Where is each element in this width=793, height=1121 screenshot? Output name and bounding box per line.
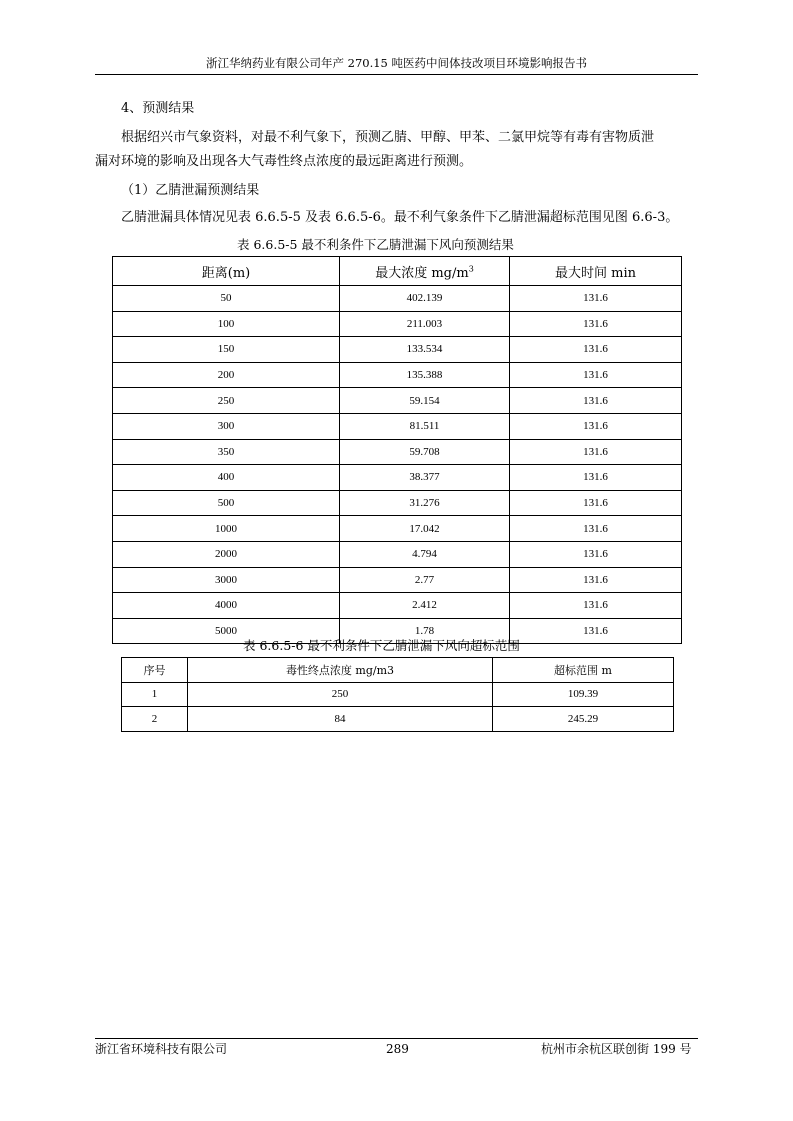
cell-distance: 5000 [113, 618, 340, 644]
cell-distance: 100 [113, 311, 340, 337]
footer-divider [95, 1038, 698, 1039]
table-row [113, 541, 682, 567]
cell-conc: 211.003 [340, 311, 510, 337]
cell-time: 131.6 [510, 567, 682, 593]
header-index: 序号 [122, 658, 188, 683]
table-row [113, 439, 682, 465]
cell-distance: 250 [113, 388, 340, 414]
table-row [113, 465, 682, 491]
intro-paragraph-line2: 漏对环境的影响及出现各大气毒性终点浓度的最远距离进行预测。 [95, 154, 473, 169]
sub-paragraph: 乙腈泄漏具体情况见表 6.6.5-5 及表 6.6.5-6。最不利气象条件下乙腈泄漏超标范围见图 6.6-3。 [121, 210, 679, 225]
cell-distance: 350 [113, 439, 340, 465]
table-row [113, 337, 682, 363]
header-max-time: 最大时间 min [510, 257, 682, 286]
table-row [113, 516, 682, 542]
cell-conc: 133.534 [340, 337, 510, 363]
footer-address: 杭州市余杭区联创街 199 号 [541, 1042, 692, 1056]
sub-heading: （1）乙腈泄漏预测结果 [121, 183, 260, 198]
footer-page-number: 289 [386, 1042, 409, 1056]
cell-conc: 81.511 [340, 413, 510, 439]
table-header-row [122, 658, 674, 683]
cell-distance: 3000 [113, 567, 340, 593]
cell-time: 131.6 [510, 541, 682, 567]
cell-distance: 2000 [113, 541, 340, 567]
cell-distance: 200 [113, 362, 340, 388]
cell-time: 131.6 [510, 618, 682, 644]
table2-caption: 表 6.6.5-6 最不利条件下乙腈泄漏下风向超标范围 [243, 638, 520, 653]
header-range: 超标范围 m [493, 658, 674, 683]
cell-distance: 150 [113, 337, 340, 363]
prediction-results-table [112, 256, 682, 644]
header-max-concentration [340, 257, 510, 286]
cell-time: 131.6 [510, 593, 682, 619]
page-header: 浙江华纳药业有限公司年产 270.15 吨医药中间体技改项目环境影响报告书 [205, 56, 588, 70]
cell-conc: 135.388 [340, 362, 510, 388]
cell-conc: 38.377 [340, 465, 510, 491]
cell-conc: 4.794 [340, 541, 510, 567]
table-row [122, 707, 674, 732]
exceedance-range-table [121, 657, 674, 732]
table-row [113, 388, 682, 414]
cell-threshold: 84 [188, 707, 493, 732]
cell-time: 131.6 [510, 362, 682, 388]
cell-distance: 400 [113, 465, 340, 491]
header-threshold: 毒性终点浓度 mg/m3 [188, 658, 493, 683]
cell-conc: 402.139 [340, 286, 510, 312]
cell-conc: 1.78 [340, 618, 510, 644]
cell-distance: 4000 [113, 593, 340, 619]
table-row [113, 311, 682, 337]
cell-distance: 1000 [113, 516, 340, 542]
intro-paragraph-line1: 根据绍兴市气象资料，对最不利气象下，预测乙腈、甲醇、甲苯、二氯甲烷等有毒有害物质泄 [121, 130, 655, 145]
table-row [113, 362, 682, 388]
cell-index: 1 [122, 682, 188, 707]
cell-time: 131.6 [510, 337, 682, 363]
header-divider [95, 74, 698, 75]
cell-range: 245.29 [493, 707, 674, 732]
cell-conc: 59.154 [340, 388, 510, 414]
cell-time: 131.6 [510, 465, 682, 491]
table-row [113, 286, 682, 312]
cell-time: 131.6 [510, 490, 682, 516]
cell-distance: 500 [113, 490, 340, 516]
cell-distance: 300 [113, 413, 340, 439]
table-row [113, 567, 682, 593]
table-row [122, 682, 674, 707]
table-header-row [113, 257, 682, 286]
cell-threshold: 250 [188, 682, 493, 707]
cell-conc: 2.412 [340, 593, 510, 619]
cell-range: 109.39 [493, 682, 674, 707]
cell-time: 131.6 [510, 516, 682, 542]
cell-time: 131.6 [510, 413, 682, 439]
cell-time: 131.6 [510, 439, 682, 465]
table-row [113, 490, 682, 516]
superscript-3: 3 [468, 264, 474, 274]
cell-time: 131.6 [510, 388, 682, 414]
cell-time: 131.6 [510, 286, 682, 312]
cell-conc: 17.042 [340, 516, 510, 542]
table-row [113, 413, 682, 439]
table1-caption: 表 6.6.5-5 最不利条件下乙腈泄漏下风向预测结果 [237, 237, 514, 252]
cell-time: 131.6 [510, 311, 682, 337]
cell-distance: 50 [113, 286, 340, 312]
cell-conc: 31.276 [340, 490, 510, 516]
cell-conc: 2.77 [340, 567, 510, 593]
cell-index: 2 [122, 707, 188, 732]
table-row [113, 593, 682, 619]
cell-conc: 59.708 [340, 439, 510, 465]
header-max-concentration-text: 最大浓度 mg/m [375, 265, 469, 281]
footer-company: 浙江省环境科技有限公司 [95, 1042, 228, 1056]
header-distance: 距离(m) [113, 257, 340, 286]
section-heading: 4、预测结果 [121, 101, 195, 116]
